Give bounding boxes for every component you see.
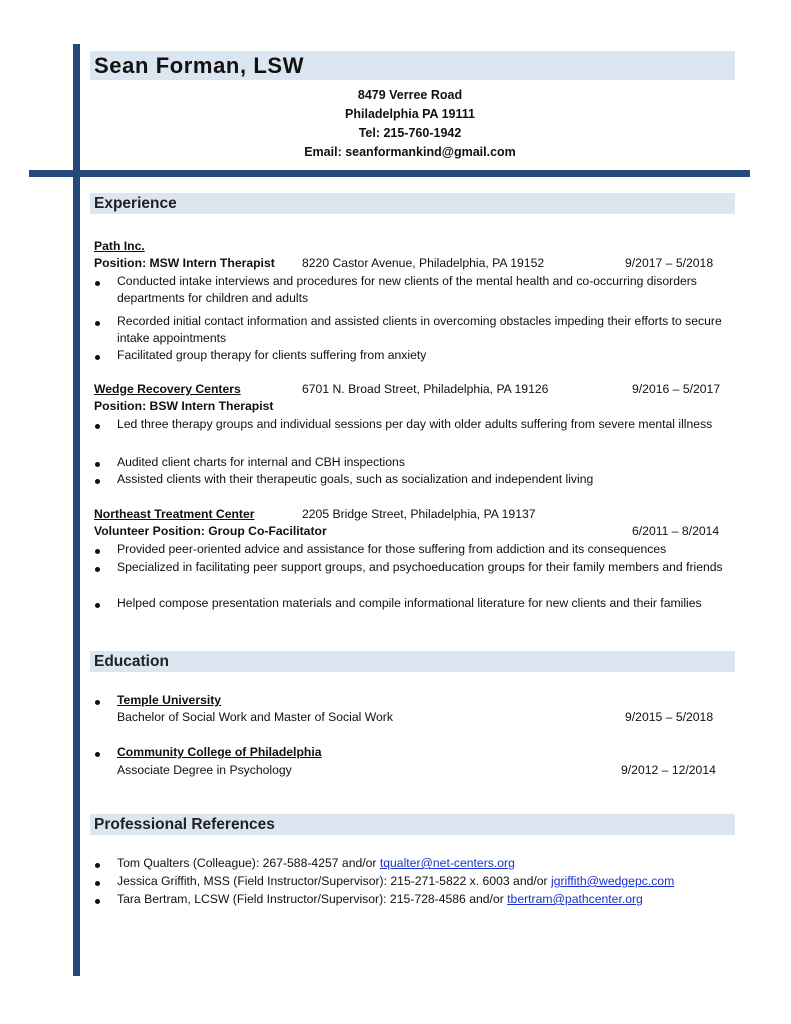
bullet-icon	[95, 881, 100, 886]
horizontal-accent-bar	[29, 170, 750, 177]
email: Email: seanformankind@gmail.com	[304, 145, 516, 159]
education-dates: 9/2015 – 5/2018	[625, 710, 714, 724]
reference-item	[117, 873, 674, 890]
degree: Bachelor of Social Work and Master of Social Work	[117, 710, 393, 724]
education-title: Education	[94, 653, 169, 670]
references-title: Professional References	[94, 816, 275, 833]
bullet-icon	[95, 424, 100, 429]
experience-title: Experience	[94, 195, 177, 212]
school-name: Community College of Philadelphia	[117, 745, 322, 759]
vertical-accent-bar	[73, 44, 80, 976]
job-position: Position: MSW Intern Therapist	[94, 256, 275, 270]
bullet-icon	[95, 700, 100, 705]
bullet-icon	[95, 899, 100, 904]
reference-email-link[interactable]: tqualter@net-centers.org	[379, 856, 515, 870]
job-position: Volunteer Position: Group Co-Facilitator	[94, 524, 327, 538]
job-position: Position: BSW Intern Therapist	[94, 399, 274, 413]
job-address: 2205 Bridge Street, Philadelphia, PA 19137	[302, 507, 536, 521]
job-org: Wedge Recovery Centers	[94, 382, 241, 396]
candidate-name: Sean Forman, LSW	[94, 53, 305, 78]
bullet-icon	[95, 462, 100, 467]
bullet-icon	[95, 603, 100, 608]
bullet-icon	[95, 281, 100, 286]
job-bullet: Helped compose presentation materials and compile informational literature for new clients and their families	[117, 596, 702, 610]
bullet-icon	[95, 479, 100, 484]
education-dates: 9/2012 – 12/2014	[621, 763, 716, 777]
job-bullet: Specialized in facilitating peer support groups, and psychoeducation groups for their family members and friends	[117, 560, 723, 574]
job-address: 6701 N. Broad Street, Philadelphia, PA 19126	[302, 382, 549, 396]
job-dates: 9/2016 – 5/2017	[632, 382, 721, 396]
job-org: Path Inc.	[94, 239, 145, 253]
reference-email-link[interactable]: tbertram@pathcenter.org	[507, 892, 643, 906]
reference-text: Tara Bertram, LCSW (Field Instructor/Supervisor): 215-728-4586 and/or	[117, 892, 508, 906]
school-name: Temple University	[117, 693, 222, 707]
reference-item	[117, 891, 643, 908]
experience-header-bar	[90, 193, 735, 214]
degree: Associate Degree in Psychology	[117, 763, 292, 777]
job-bullet: Provided peer-oriented advice and assistance for those suffering from addiction and its consequences	[117, 542, 667, 556]
phone: Tel: 215-760-1942	[358, 126, 462, 140]
job-bullet: Recorded initial contact information and assisted clients in overcoming obstacles impeding their efforts to secure intake appointments	[117, 314, 722, 345]
job-bullet: Facilitated group therapy for clients suffering from anxiety	[117, 348, 427, 362]
reference-item	[117, 855, 515, 872]
job-dates: 6/2011 – 8/2014	[632, 524, 720, 538]
reference-text: Tom Qualters (Colleague): 267-588-4257 and/or	[117, 856, 380, 870]
bullet-icon	[95, 863, 100, 868]
bullet-icon	[95, 752, 100, 757]
bullet-icon	[95, 321, 100, 326]
job-dates: 9/2017 – 5/2018	[625, 256, 714, 270]
job-bullet: Led three therapy groups and individual sessions per day with older adults suffering from severe mental illness	[117, 417, 713, 431]
bullet-icon	[95, 355, 100, 360]
reference-text: Jessica Griffith, MSS (Field Instructor/Supervisor): 215-271-5822 x. 6003 and/or	[117, 874, 551, 888]
job-address: 8220 Castor Avenue, Philadelphia, PA 19152	[302, 256, 545, 270]
reference-email-link[interactable]: jgriffith@wedgepc.com	[550, 874, 675, 888]
job-bullet: Conducted intake interviews and procedures for new clients of the mental health and co-occurring disorders departments for children and adults	[117, 274, 697, 305]
bullet-icon	[95, 549, 100, 554]
bullet-icon	[95, 567, 100, 572]
job-bullet: Assisted clients with their therapeutic goals, such as socialization and independent living	[117, 472, 594, 486]
job-bullet: Audited client charts for internal and CBH inspections	[117, 455, 405, 469]
address-line1: 8479 Verree Road	[357, 88, 463, 102]
job-org: Northeast Treatment Center	[94, 507, 255, 521]
education-header-bar	[90, 651, 735, 672]
address-line2: Philadelphia PA 19111	[345, 107, 475, 121]
